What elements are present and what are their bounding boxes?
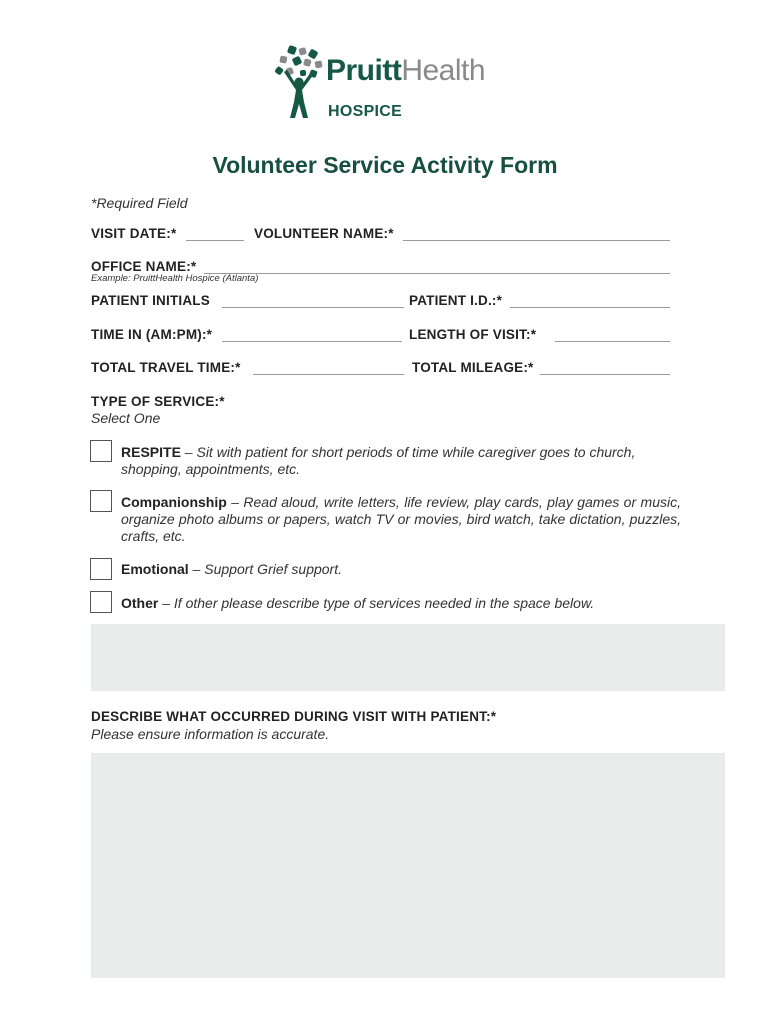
emotional-checkbox[interactable]: [90, 558, 112, 580]
type-of-service-label: TYPE OF SERVICE:*: [91, 394, 225, 409]
other-option: Other – If other please describe type of services needed in the space below.: [121, 595, 595, 611]
office-name-example: Example: PruittHealth Hospice (Atlanta): [91, 273, 259, 284]
select-one-hint: Select One: [91, 410, 161, 426]
respite-option-name: RESPITE: [121, 444, 181, 460]
patient-initials-label: PATIENT INITIALS: [91, 293, 210, 308]
required-field-note: *Required Field: [91, 195, 188, 211]
patient-initials-field[interactable]: [222, 307, 404, 308]
other-option-description: If other please describe type of services needed in the space below.: [173, 595, 595, 611]
total-travel-time-label: TOTAL TRAVEL TIME:*: [91, 360, 241, 375]
logo-brand-light: Health: [401, 54, 486, 87]
total-mileage-label: TOTAL MILEAGE:*: [412, 360, 534, 375]
respite-option-description: Sit with patient for short periods of time while caregiver goes to church, shopping, appointments, etc.: [121, 444, 636, 477]
companionship-option-description: Read aloud, write letters, life review, play cards, play games or music, organize photo albums or papers, watch TV or movies, bird watch, take dictation, puzzles, crafts, etc.: [121, 494, 681, 544]
emotional-option-description: Support Grief support.: [204, 561, 342, 577]
other-option-name: Other: [121, 595, 159, 611]
volunteer-name-field[interactable]: [403, 240, 670, 241]
patient-id-label: PATIENT I.D.:*: [409, 293, 503, 308]
total-mileage-field[interactable]: [540, 374, 670, 375]
length-of-visit-label: LENGTH OF VISIT:*: [409, 327, 537, 342]
companionship-checkbox[interactable]: [90, 490, 112, 512]
time-in-label: TIME IN (AM:PM):*: [91, 327, 213, 342]
companionship-option: Companionship – Read aloud, write letters, life review, play cards, play games or music, organize photo albums or papers, watch TV or movies, bird watch, take dictation, puzzles, crafts, etc.: [121, 494, 681, 544]
emotional-option-name: Emotional: [121, 561, 189, 577]
respite-option: RESPITE – Sit with patient for short periods of time while caregiver goes to church, shopping, appointments, etc.: [121, 444, 636, 477]
patient-id-field[interactable]: [510, 307, 670, 308]
other-checkbox[interactable]: [90, 591, 112, 613]
companionship-option-name: Companionship: [121, 494, 227, 510]
emotional-option: Emotional – Support Grief support.: [121, 561, 342, 577]
total-travel-time-field[interactable]: [253, 374, 404, 375]
logo-subtitle: HOSPICE: [328, 103, 403, 120]
visit-description-textarea[interactable]: [91, 753, 725, 978]
form-title: Volunteer Service Activity Form: [212, 152, 558, 178]
pruitthealth-hospice-logo: [274, 44, 514, 122]
tree-figure-icon: [274, 44, 326, 122]
volunteer-name-label: VOLUNTEER NAME:*: [254, 226, 394, 241]
visit-date-field[interactable]: [186, 240, 244, 241]
office-name-field[interactable]: [204, 273, 670, 274]
time-in-field[interactable]: [222, 341, 402, 342]
respite-checkbox[interactable]: [90, 440, 112, 462]
describe-visit-label: DESCRIBE WHAT OCCURRED DURING VISIT WITH PATIENT:*: [91, 709, 497, 724]
other-services-textarea[interactable]: [91, 624, 725, 691]
length-of-visit-field[interactable]: [555, 341, 670, 342]
describe-visit-hint: Please ensure information is accurate.: [91, 726, 330, 742]
logo-brand-bold: Pruitt: [326, 54, 402, 87]
office-name-label: OFFICE NAME:*: [91, 259, 197, 274]
visit-date-label: VISIT DATE:*: [91, 226, 177, 241]
